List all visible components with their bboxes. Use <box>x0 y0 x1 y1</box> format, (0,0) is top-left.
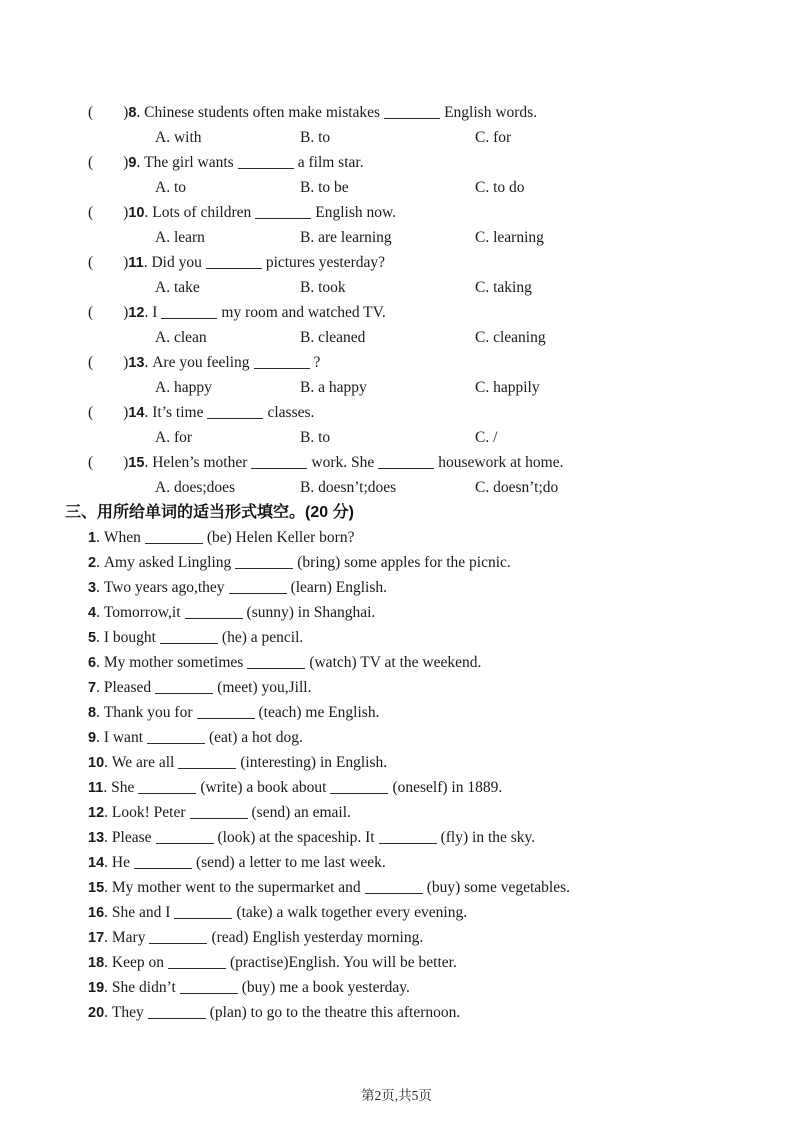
question-number: 10 <box>128 205 145 221</box>
fill-text-segment: My mother went to the supermarket and <box>111 879 361 896</box>
fill-text-segment: (he) a pencil. <box>221 629 304 646</box>
option-c: C. taking <box>475 279 532 296</box>
answer-bracket-open: ( <box>88 154 94 171</box>
fill-item <box>0 850 793 875</box>
answer-blank <box>148 1005 206 1019</box>
question-stem-segment: my room and watched TV. <box>221 304 386 321</box>
question-number-dot: . <box>144 354 153 371</box>
fill-text-segment: Please <box>111 829 152 846</box>
answer-blank <box>168 955 226 969</box>
answer-blank <box>197 705 255 719</box>
option-b: B. doesn’t;does <box>300 479 397 496</box>
question-number: 15 <box>128 455 145 471</box>
question-stem-segment: ? <box>313 354 321 371</box>
answer-bracket-open: ( <box>88 304 94 321</box>
multiple-choice-section <box>0 100 793 500</box>
answer-blank <box>247 655 305 669</box>
item-number: 10 <box>88 755 105 771</box>
item-number-dot: . <box>104 879 112 896</box>
mc-question-stem <box>0 350 793 375</box>
answer-blank <box>145 530 203 544</box>
mc-question-stem <box>0 250 793 275</box>
option-a: A. learn <box>155 229 205 246</box>
option-c: C. for <box>475 129 512 146</box>
fill-text-segment: We are all <box>111 754 175 771</box>
answer-blank <box>180 980 238 994</box>
option-a: A. happy <box>155 379 212 396</box>
option-a: A. clean <box>155 329 207 346</box>
question-stem-segment: It’s time <box>152 404 204 421</box>
item-number-dot: . <box>104 754 112 771</box>
answer-blank <box>160 630 218 644</box>
option-c: C. to do <box>475 179 525 196</box>
answer-bracket-close: ) <box>123 354 129 371</box>
question-number: 9 <box>128 155 137 171</box>
answer-bracket-open: ( <box>88 404 94 421</box>
item-number-dot: . <box>104 804 112 821</box>
fill-item <box>0 600 793 625</box>
fill-text-segment: Thank you for <box>103 704 193 721</box>
fill-item <box>0 1000 793 1025</box>
option-c: C. doesn’t;do <box>475 479 559 496</box>
option-c: C. cleaning <box>475 329 546 346</box>
answer-blank <box>379 830 437 844</box>
question-number: 12 <box>128 305 145 321</box>
question-number-dot: . <box>144 454 153 471</box>
question-stem-segment: Are you feeling <box>152 354 250 371</box>
page-content <box>0 100 793 1025</box>
item-number-dot: . <box>104 929 112 946</box>
item-number-dot: . <box>96 679 104 696</box>
item-number-dot: . <box>104 854 112 871</box>
item-number: 11 <box>88 780 104 796</box>
fill-text-segment: (oneself) in 1889. <box>392 779 503 796</box>
fill-text-segment: (plan) to go to the theatre this afternoon. <box>209 1004 461 1021</box>
item-number: 16 <box>88 905 105 921</box>
question-stem-segment: Did you <box>151 254 202 271</box>
fill-text-segment: I bought <box>103 629 156 646</box>
answer-blank <box>235 555 293 569</box>
fill-text-segment: (read) English yesterday morning. <box>211 929 424 946</box>
fill-text-segment: She <box>111 779 135 796</box>
item-number-dot: . <box>104 904 112 921</box>
fill-text-segment: He <box>111 854 130 871</box>
answer-blank <box>174 905 232 919</box>
mc-options-row <box>0 125 793 150</box>
item-number: 12 <box>88 805 105 821</box>
item-number-dot: . <box>96 654 104 671</box>
answer-blank <box>238 155 294 169</box>
question-stem-segment: Lots of children <box>152 204 252 221</box>
answer-blank <box>251 455 307 469</box>
answer-blank <box>161 305 217 319</box>
item-number-dot: . <box>96 629 104 646</box>
question-number-dot: . <box>144 204 153 221</box>
mc-options-row <box>0 475 793 500</box>
answer-bracket-open: ( <box>88 454 94 471</box>
fill-item <box>0 925 793 950</box>
question-number-dot: . <box>143 254 152 271</box>
fill-text-segment: She didn’t <box>111 979 176 996</box>
item-number-dot: . <box>96 704 104 721</box>
option-a: A. to <box>155 179 186 196</box>
fill-item <box>0 750 793 775</box>
fill-text-segment: Tomorrow,it <box>103 604 181 621</box>
mc-question-stem <box>0 300 793 325</box>
option-c: C. happily <box>475 379 540 396</box>
answer-blank <box>207 405 263 419</box>
item-number-dot: . <box>96 579 104 596</box>
fill-text-segment: (learn) English. <box>290 579 387 596</box>
question-number: 8 <box>128 105 137 121</box>
question-stem-segment: Helen’s mother <box>152 454 248 471</box>
answer-bracket-close: ) <box>123 104 129 121</box>
answer-bracket-close: ) <box>123 454 129 471</box>
question-stem-segment: a film star. <box>297 154 364 171</box>
item-number-dot: . <box>104 829 112 846</box>
fill-text-segment: When <box>103 529 141 546</box>
fill-text-segment: (fly) in the sky. <box>440 829 536 846</box>
fill-text-segment: Amy asked Lingling <box>103 554 232 571</box>
answer-blank <box>229 580 287 594</box>
fill-text-segment: (interesting) in English. <box>240 754 388 771</box>
question-stem-segment: Chinese students often make mistakes <box>144 104 381 121</box>
answer-blank <box>206 255 262 269</box>
fill-text-segment: (send) a letter to me last week. <box>195 854 386 871</box>
item-number: 9 <box>88 730 97 746</box>
fill-text-segment: My mother sometimes <box>103 654 244 671</box>
item-number-dot: . <box>96 529 104 546</box>
answer-blank <box>147 730 205 744</box>
fill-text-segment: (take) a walk together every evening. <box>236 904 468 921</box>
mc-options-row <box>0 225 793 250</box>
fill-section-title: 三、用所给单词的适当形式填空。(20 分) <box>65 504 354 521</box>
answer-bracket-open: ( <box>88 104 94 121</box>
fill-text-segment: Pleased <box>103 679 152 696</box>
option-b: B. to be <box>300 179 349 196</box>
fill-text-segment: I want <box>103 729 143 746</box>
fill-text-segment: (practise)English. You will be better. <box>229 954 457 971</box>
item-number: 2 <box>88 555 97 571</box>
answer-blank <box>330 780 388 794</box>
question-stem-segment: The girl wants <box>144 154 234 171</box>
item-number: 4 <box>88 605 97 621</box>
option-a: A. does;does <box>155 479 236 496</box>
fill-text-segment: (buy) some vegetables. <box>426 879 571 896</box>
option-b: B. took <box>300 279 346 296</box>
question-stem-segment: English words. <box>444 104 538 121</box>
item-number-dot: . <box>96 604 104 621</box>
question-number-dot: . <box>136 104 145 121</box>
fill-text-segment: Look! Peter <box>111 804 186 821</box>
option-b: B. a happy <box>300 379 367 396</box>
option-a: A. for <box>155 429 193 446</box>
question-stem-segment: work. She <box>311 454 375 471</box>
item-number: 8 <box>88 705 97 721</box>
answer-blank <box>255 205 311 219</box>
mc-question-stem <box>0 200 793 225</box>
answer-blank <box>156 830 214 844</box>
question-number-dot: . <box>144 404 153 421</box>
question-stem-segment: English now. <box>315 204 397 221</box>
question-number-dot: . <box>144 304 153 321</box>
item-number-dot: . <box>96 554 104 571</box>
fill-item <box>0 950 793 975</box>
option-a: A. with <box>155 129 202 146</box>
fill-item <box>0 675 793 700</box>
question-number: 14 <box>128 405 145 421</box>
fill-item <box>0 550 793 575</box>
item-number: 19 <box>88 980 105 996</box>
fill-text-segment: (write) a book about <box>200 779 327 796</box>
fill-text-segment: Mary <box>111 929 146 946</box>
item-number: 6 <box>88 655 97 671</box>
answer-blank <box>138 780 196 794</box>
fill-text-segment: (sunny) in Shanghai. <box>246 604 376 621</box>
fill-text-segment: (be) Helen Keller born? <box>206 529 355 546</box>
fill-text-segment: Two years ago,they <box>103 579 225 596</box>
answer-blank <box>365 880 423 894</box>
fill-item <box>0 575 793 600</box>
item-number-dot: . <box>104 1004 112 1021</box>
question-number: 11 <box>128 255 144 271</box>
mc-question-stem <box>0 100 793 125</box>
question-stem-segment: classes. <box>267 404 315 421</box>
item-number: 1 <box>88 530 97 546</box>
answer-blank <box>378 455 434 469</box>
answer-bracket-close: ) <box>123 254 129 271</box>
item-number: 15 <box>88 880 105 896</box>
answer-bracket-open: ( <box>88 354 94 371</box>
answer-blank <box>190 805 248 819</box>
fill-item <box>0 875 793 900</box>
item-number: 17 <box>88 930 105 946</box>
answer-blank <box>254 355 310 369</box>
page-footer: 第2页,共5页 <box>361 1088 432 1103</box>
item-number: 7 <box>88 680 97 696</box>
option-b: B. to <box>300 429 331 446</box>
item-number-dot: . <box>96 729 104 746</box>
fill-text-segment: (look) at the spaceship. It <box>217 829 375 846</box>
answer-blank <box>155 680 213 694</box>
answer-bracket-close: ) <box>123 204 129 221</box>
question-stem-segment: housework at home. <box>438 454 564 471</box>
mc-options-row <box>0 275 793 300</box>
fill-item <box>0 725 793 750</box>
fill-item <box>0 650 793 675</box>
mc-options-row <box>0 375 793 400</box>
answer-blank <box>134 855 192 869</box>
answer-blank <box>185 605 243 619</box>
fill-item <box>0 975 793 1000</box>
option-a: A. take <box>155 279 200 296</box>
item-number: 3 <box>88 580 97 596</box>
fill-item <box>0 775 793 800</box>
mc-question-stem <box>0 400 793 425</box>
fill-text-segment: (watch) TV at the weekend. <box>309 654 482 671</box>
fill-item <box>0 825 793 850</box>
fill-text-segment: Keep on <box>111 954 164 971</box>
answer-bracket-close: ) <box>123 154 129 171</box>
question-number: 13 <box>128 355 145 371</box>
fill-item <box>0 800 793 825</box>
fill-item <box>0 700 793 725</box>
fill-text-segment: (buy) me a book yesterday. <box>241 979 410 996</box>
fill-text-segment: (meet) you,Jill. <box>217 679 312 696</box>
answer-bracket-close: ) <box>123 404 129 421</box>
option-b: B. are learning <box>300 229 392 246</box>
item-number: 18 <box>88 955 105 971</box>
mc-question-stem <box>0 150 793 175</box>
fill-section <box>0 525 793 1025</box>
question-stem-segment: pictures yesterday? <box>265 254 386 271</box>
fill-item <box>0 525 793 550</box>
fill-text-segment: (eat) a hot dog. <box>209 729 303 746</box>
item-number-dot: . <box>103 779 112 796</box>
answer-blank <box>384 105 440 119</box>
fill-text-segment: They <box>111 1004 144 1021</box>
fill-text-segment: (send) an email. <box>251 804 351 821</box>
item-number: 20 <box>88 1005 105 1021</box>
answer-bracket-close: ) <box>123 304 129 321</box>
answer-bracket-open: ( <box>88 204 94 221</box>
item-number: 14 <box>88 855 105 871</box>
item-number: 5 <box>88 630 97 646</box>
item-number: 13 <box>88 830 105 846</box>
mc-options-row <box>0 425 793 450</box>
item-number-dot: . <box>104 954 112 971</box>
answer-blank <box>178 755 236 769</box>
mc-question-stem <box>0 450 793 475</box>
fill-item <box>0 900 793 925</box>
mc-options-row <box>0 175 793 200</box>
question-stem-segment: I <box>152 304 158 321</box>
fill-text-segment: (bring) some apples for the picnic. <box>297 554 511 571</box>
fill-text-segment: She and I <box>111 904 171 921</box>
item-number-dot: . <box>104 979 112 996</box>
answer-bracket-open: ( <box>88 254 94 271</box>
option-c: C. / <box>475 429 498 446</box>
option-c: C. learning <box>475 229 544 246</box>
answer-blank <box>149 930 207 944</box>
fill-item <box>0 625 793 650</box>
mc-options-row <box>0 325 793 350</box>
question-number-dot: . <box>136 154 145 171</box>
option-b: B. cleaned <box>300 329 366 346</box>
option-b: B. to <box>300 129 331 146</box>
fill-text-segment: (teach) me English. <box>258 704 380 721</box>
